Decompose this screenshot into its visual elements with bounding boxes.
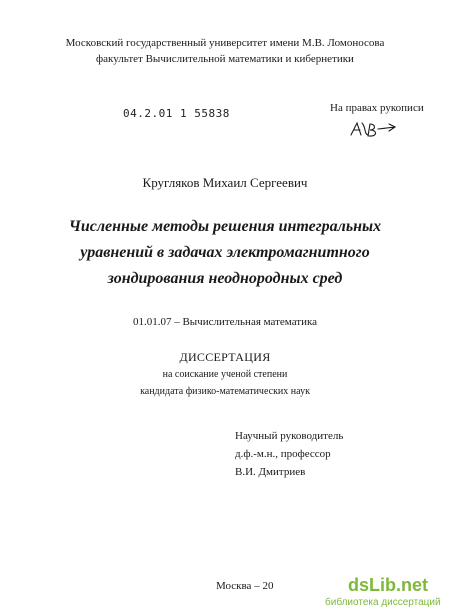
thesis-title-line: уравнений в задачах электромагнитного xyxy=(80,244,370,261)
document-type: ДИССЕРТАЦИЯ xyxy=(179,350,271,364)
watermark-logo: dsLib.net xyxy=(348,575,428,595)
thesis-title-line: зондирования неоднородных сред xyxy=(107,270,343,287)
handwritten-signature xyxy=(348,118,398,140)
degree-line: кандидата физико-математических наук xyxy=(140,386,310,397)
author-name: Кругляков Михаил Сергеевич xyxy=(142,175,308,190)
manuscript-rights-note: На правах рукописи xyxy=(330,102,424,114)
university-name: Московский государственный университет имени М.В. Ломоносова xyxy=(65,37,385,49)
faculty-name: факультет Вычислительной математики и кибернетики xyxy=(96,53,354,65)
watermark-subtitle: библиотека диссертаций xyxy=(325,597,441,608)
supervisor-label: Научный руководитель xyxy=(235,430,344,442)
registration-stamp: 04.2.01 1 55838 xyxy=(123,107,230,120)
supervisor-name: В.И. Дмитриев xyxy=(235,466,306,478)
specialty-code: 01.01.07 – Вычислительная математика xyxy=(132,316,318,328)
supervisor-title: д.ф.-м.н., профессор xyxy=(235,448,331,460)
city-year: Москва – 20 xyxy=(216,580,274,592)
degree-line: на соискание ученой степени xyxy=(162,369,288,380)
thesis-title-line: Численные методы решения интегральных xyxy=(68,218,382,235)
